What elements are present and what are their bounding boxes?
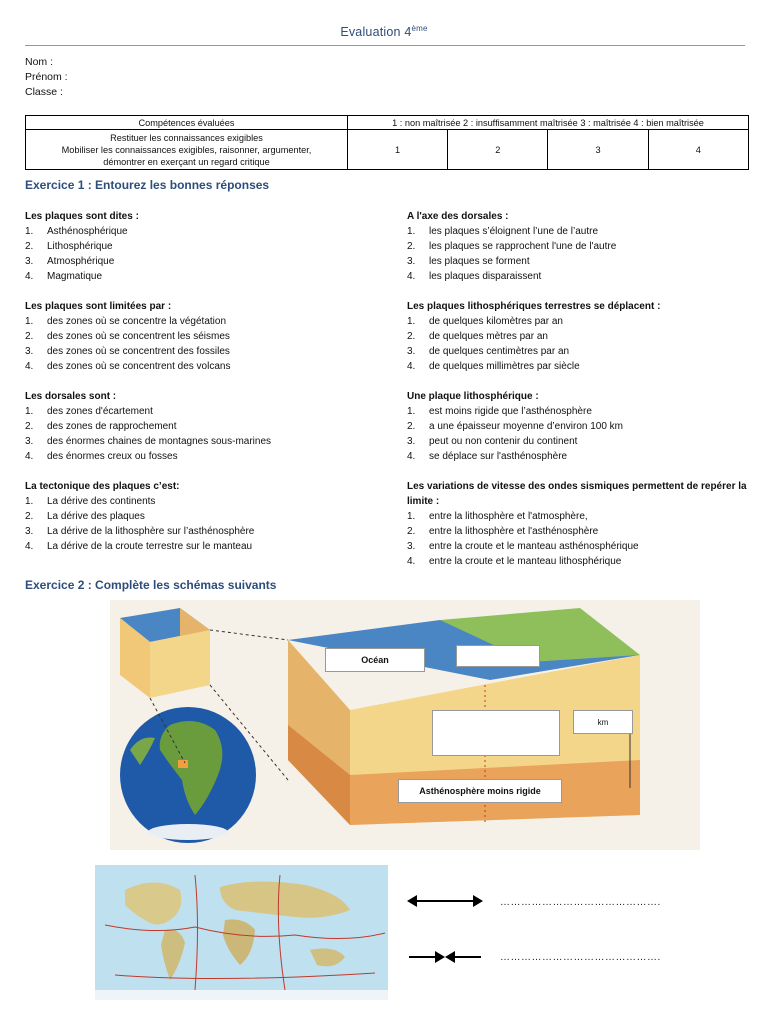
answer-option[interactable] — [25, 434, 385, 449]
option-text: les plaques se rapprochent l'une de l'autre — [429, 241, 617, 252]
option-number: 2. — [25, 421, 34, 432]
answer-option[interactable] — [25, 329, 385, 344]
answer-option[interactable] — [407, 554, 752, 569]
antarctica — [95, 990, 388, 1000]
option-text: de quelques mètres par an — [429, 331, 548, 342]
option-number: 2. — [407, 526, 416, 537]
option-number: 3. — [25, 256, 34, 267]
options-list — [407, 314, 752, 374]
options-list — [25, 224, 385, 284]
answer-option[interactable] — [407, 269, 752, 284]
level-cell-3[interactable]: 3 — [548, 130, 648, 170]
divergent-arrows-icon — [405, 890, 485, 912]
option-text: Lithosphérique — [47, 241, 113, 252]
option-text: des zones où se concentrent les séismes — [47, 331, 230, 342]
options-list — [25, 494, 385, 554]
option-text: de quelques kilomètres par an — [429, 316, 563, 327]
option-number: 3. — [407, 256, 416, 267]
option-number: 3. — [25, 346, 34, 357]
option-text: entre la lithosphère et l'atmosphère, — [429, 511, 588, 522]
option-text: entre la lithosphère et l'asthénosphère — [429, 526, 599, 537]
option-number: 4. — [25, 541, 34, 552]
identity-block — [25, 55, 68, 100]
question-block — [407, 389, 752, 464]
page-title — [0, 24, 768, 39]
option-number: 1. — [407, 406, 416, 417]
competence-line: démontrer en exerçant un regard critique — [103, 156, 270, 167]
option-text: Asthénosphérique — [47, 226, 128, 237]
option-text: Atmosphérique — [47, 256, 115, 267]
competence-line: Restituer les connaissances exigibles — [110, 132, 263, 143]
option-text: des zones de rapprochement — [47, 421, 177, 432]
option-number: 3. — [407, 436, 416, 447]
title-text: Evaluation 4 — [340, 25, 412, 40]
option-text: des zones où se concentre la végétation — [47, 316, 227, 327]
competences-table — [25, 115, 749, 170]
option-number: 1. — [25, 406, 34, 417]
answer-option[interactable] — [25, 509, 385, 524]
option-text: les plaques se forment — [429, 256, 530, 267]
answer-option[interactable] — [407, 434, 752, 449]
option-number: 2. — [25, 241, 34, 252]
level-cell-2[interactable]: 2 — [448, 130, 548, 170]
option-text: entre la croute et le manteau asthénosphérique — [429, 541, 639, 552]
option-number: 2. — [407, 331, 416, 342]
option-number: 1. — [407, 226, 416, 237]
option-number: 1. — [25, 226, 34, 237]
answer-option[interactable] — [25, 254, 385, 269]
answer-option[interactable] — [25, 524, 385, 539]
answer-option[interactable] — [25, 239, 385, 254]
option-text: des zones où se concentrent des fossiles — [47, 346, 230, 357]
option-number: 4. — [407, 271, 416, 282]
blank-label-continent[interactable] — [456, 645, 540, 667]
convergent-arrows-icon — [405, 946, 485, 968]
question-text: Les variations de vitesse des ondes sismiques permettent de repérer la limite : — [407, 481, 747, 507]
nom-label: Nom : — [25, 56, 54, 68]
options-list — [25, 314, 385, 374]
answer-option[interactable] — [407, 539, 752, 554]
option-number: 4. — [25, 271, 34, 282]
option-text: Magmatique — [47, 271, 103, 282]
km-label: km — [573, 710, 633, 734]
answer-option[interactable] — [407, 224, 752, 239]
option-number: 2. — [407, 421, 416, 432]
option-text: des énormes creux ou fosses — [47, 451, 178, 462]
option-text: est moins rigide que l’asthénosphère — [429, 406, 592, 417]
level-cell-4[interactable]: 4 — [648, 130, 748, 170]
question-text: Les plaques sont limitées par : — [25, 301, 172, 312]
answer-option[interactable] — [407, 524, 752, 539]
ocean-label: Océan — [325, 648, 425, 672]
options-list — [407, 509, 752, 569]
answer-option[interactable] — [407, 314, 752, 329]
option-text: des zones d'écartement — [47, 406, 153, 417]
option-number: 1. — [25, 316, 34, 327]
answer-option[interactable] — [25, 539, 385, 554]
option-text: les plaques s’éloignent l’une de l’autre — [429, 226, 599, 237]
option-number: 3. — [407, 346, 416, 357]
option-number: 1. — [407, 316, 416, 327]
options-list — [407, 404, 752, 464]
option-text: La dérive des plaques — [47, 511, 145, 522]
answer-option[interactable] — [25, 449, 385, 464]
world-plates-map — [95, 865, 388, 1000]
answer-option[interactable] — [407, 329, 752, 344]
option-number: 2. — [25, 511, 34, 522]
option-number: 2. — [407, 241, 416, 252]
answer-option[interactable] — [25, 404, 385, 419]
question-text: La tectonique des plaques c’est: — [25, 481, 180, 492]
option-number: 3. — [407, 541, 416, 552]
option-text: des énormes chaines de montagnes sous-marines — [47, 436, 272, 447]
answer-option[interactable] — [25, 269, 385, 284]
answer-option[interactable] — [407, 254, 752, 269]
competences-list — [26, 130, 348, 170]
question-text: Les plaques sont dites : — [25, 211, 139, 222]
option-text: de quelques centimètres par an — [429, 346, 570, 357]
answer-option[interactable] — [25, 494, 385, 509]
answer-option[interactable] — [407, 344, 752, 359]
convergent-answer-line[interactable]: ………………………………………. — [500, 952, 661, 963]
blank-label-lithosphere[interactable] — [432, 710, 560, 756]
option-text: des zones où se concentrent des volcans — [47, 361, 231, 372]
option-number: 2. — [25, 331, 34, 342]
question-text: Une plaque lithosphérique : — [407, 391, 539, 402]
levels-header: 1 : non maîtrisée 2 : insuffisamment maîtrisée 3 : maîtrisée 4 : bien maîtrisée — [348, 116, 749, 130]
option-text: se déplace sur l'asthénosphère — [429, 451, 568, 462]
option-text: peut ou non contenir du continent — [429, 436, 578, 447]
option-text: entre la croute et le manteau lithosphérique — [429, 556, 622, 567]
answer-option[interactable] — [25, 359, 385, 374]
answer-option[interactable] — [407, 509, 752, 524]
competence-line: Mobiliser les connaissances exigibles, raisonner, argumenter, — [61, 144, 312, 155]
title-rule — [25, 45, 745, 46]
asthenosphere-label: Asthénosphère moins rigide — [398, 779, 562, 803]
ice-cap — [148, 824, 228, 840]
options-list — [407, 224, 752, 284]
option-number: 3. — [25, 526, 34, 537]
question-block — [25, 389, 385, 464]
option-text: La dérive de la lithosphère sur l’asthénosphère — [47, 526, 255, 537]
question-text: A l'axe des dorsales : — [407, 211, 509, 222]
question-block — [25, 209, 385, 284]
question-text: Les dorsales sont : — [25, 391, 117, 402]
option-number: 1. — [407, 511, 416, 522]
option-text: La dérive de la croute terrestre sur le manteau — [47, 541, 253, 552]
question-block — [407, 299, 752, 374]
option-text: La dérive des continents — [47, 496, 156, 507]
competences-header: Compétences évaluées — [26, 116, 348, 130]
answer-option[interactable] — [407, 449, 752, 464]
question-block — [407, 479, 752, 569]
option-number: 4. — [407, 451, 416, 462]
answer-option[interactable] — [25, 314, 385, 329]
option-text: a une épaisseur moyenne d’environ 100 km — [429, 421, 624, 432]
answer-option[interactable] — [407, 419, 752, 434]
classe-label: Classe : — [25, 86, 63, 98]
option-number: 4. — [407, 361, 416, 372]
option-number: 4. — [407, 556, 416, 567]
exercise1-title: Exercice 1 : Entourez les bonnes réponses — [25, 178, 270, 192]
globe-marker — [178, 760, 188, 768]
option-text: de quelques millimètres par siècle — [429, 361, 580, 372]
answer-option[interactable] — [407, 359, 752, 374]
exercise2-title: Exercice 2 : Complète les schémas suivants — [25, 578, 277, 592]
answer-option[interactable] — [25, 344, 385, 359]
option-number: 1. — [25, 496, 34, 507]
answer-option[interactable] — [407, 239, 752, 254]
divergent-answer-line[interactable]: ………………………………………. — [500, 897, 661, 908]
question-block — [25, 299, 385, 374]
answer-option[interactable] — [25, 224, 385, 239]
title-sup: ème — [411, 24, 428, 33]
question-block — [407, 209, 752, 284]
question-block — [25, 479, 385, 554]
options-list — [25, 404, 385, 464]
answer-option[interactable] — [407, 404, 752, 419]
option-number: 4. — [25, 451, 34, 462]
option-number: 3. — [25, 436, 34, 447]
option-number: 4. — [25, 361, 34, 372]
prenom-label: Prénom : — [25, 71, 68, 83]
question-text: Les plaques lithosphériques terrestres se déplacent : — [407, 301, 661, 312]
option-text: les plaques disparaissent — [429, 271, 542, 282]
answer-option[interactable] — [25, 419, 385, 434]
level-cell-1[interactable]: 1 — [348, 130, 448, 170]
